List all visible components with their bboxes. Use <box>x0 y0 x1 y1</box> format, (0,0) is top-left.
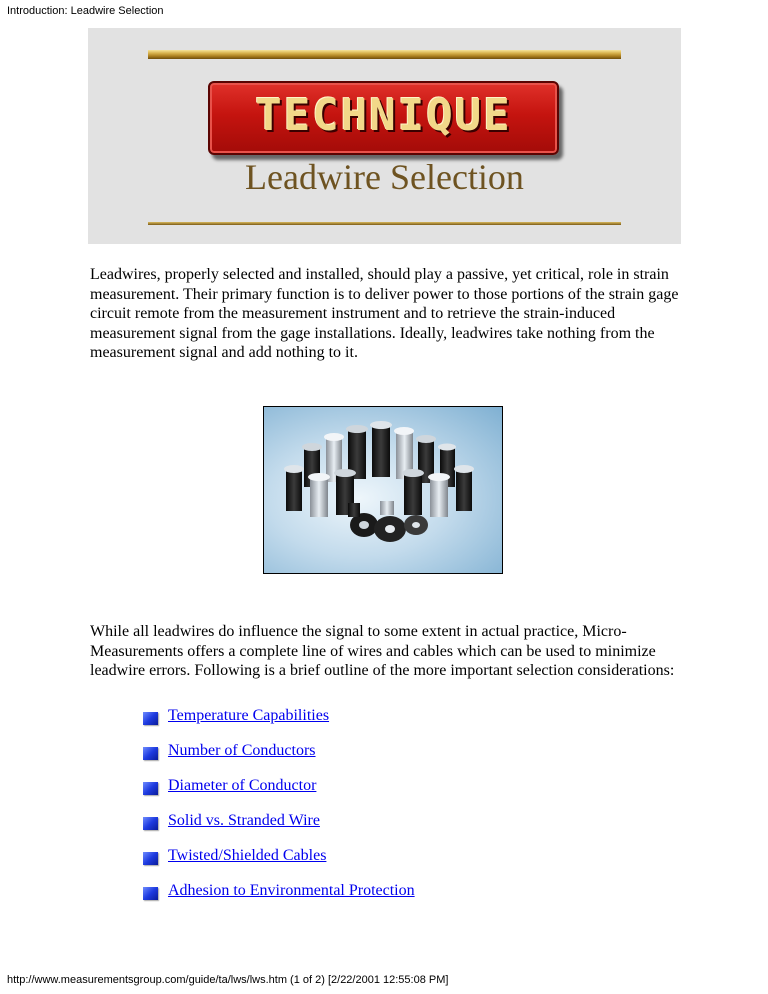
link-temperature-capabilities[interactable]: Temperature Capabilities <box>168 707 330 724</box>
selection-paragraph: While all leadwires do influence the signal to some extent in actual practice, Micro-Measurements offers a complete line of wires and cables which can be used to minimize leadwire errors. Following is a brief outline of the more important selection considerations: <box>90 623 675 679</box>
list-item <box>143 706 415 726</box>
gold-top-bar <box>148 50 621 59</box>
selection-considerations-list <box>143 706 415 916</box>
link-twisted-shielded-cables[interactable]: Twisted/Shielded Cables <box>168 847 327 864</box>
blue-square-bullet-icon <box>143 712 158 725</box>
technique-banner <box>88 28 681 244</box>
gold-divider <box>148 222 621 225</box>
link-solid-vs-stranded-wire[interactable]: Solid vs. Stranded Wire <box>168 812 320 829</box>
blue-square-bullet-icon <box>143 817 158 830</box>
link-adhesion-to-environmental-protection[interactable]: Adhesion to Environmental Protection <box>168 882 415 899</box>
intro-paragraph: Leadwires, properly selected and installed, should play a passive, yet critical, role in strain measurement. Their primary function is to deliver power to those portions of the strain gage circuit remote from the measurement instrument and to retrieve the strain-induced measurement signal from the gage installations. Ideally, leadwires take nothing from the measurement signal and add nothing to it. <box>90 266 679 361</box>
blue-square-bullet-icon <box>143 747 158 760</box>
blue-square-bullet-icon <box>143 782 158 795</box>
list-item <box>143 846 415 866</box>
blue-square-bullet-icon <box>143 887 158 900</box>
list-item <box>143 741 415 761</box>
list-item <box>143 811 415 831</box>
list-item <box>143 881 415 901</box>
page-title: Leadwire Selection <box>245 157 524 197</box>
link-diameter-of-conductor[interactable]: Diameter of Conductor <box>168 777 317 794</box>
list-item <box>143 776 415 796</box>
technique-logo-text: TECHNIQUE <box>255 90 512 141</box>
link-number-of-conductors[interactable]: Number of Conductors <box>168 742 316 759</box>
leadwire-spools-photo <box>263 406 503 574</box>
blue-square-bullet-icon <box>143 852 158 865</box>
page-header: Introduction: Leadwire Selection <box>7 5 164 17</box>
page-footer-url: http://www.measurementsgroup.com/guide/ta/lws/lws.htm (1 of 2) [2/22/2001 12:55:08 PM] <box>7 974 449 986</box>
technique-logo <box>208 81 559 155</box>
